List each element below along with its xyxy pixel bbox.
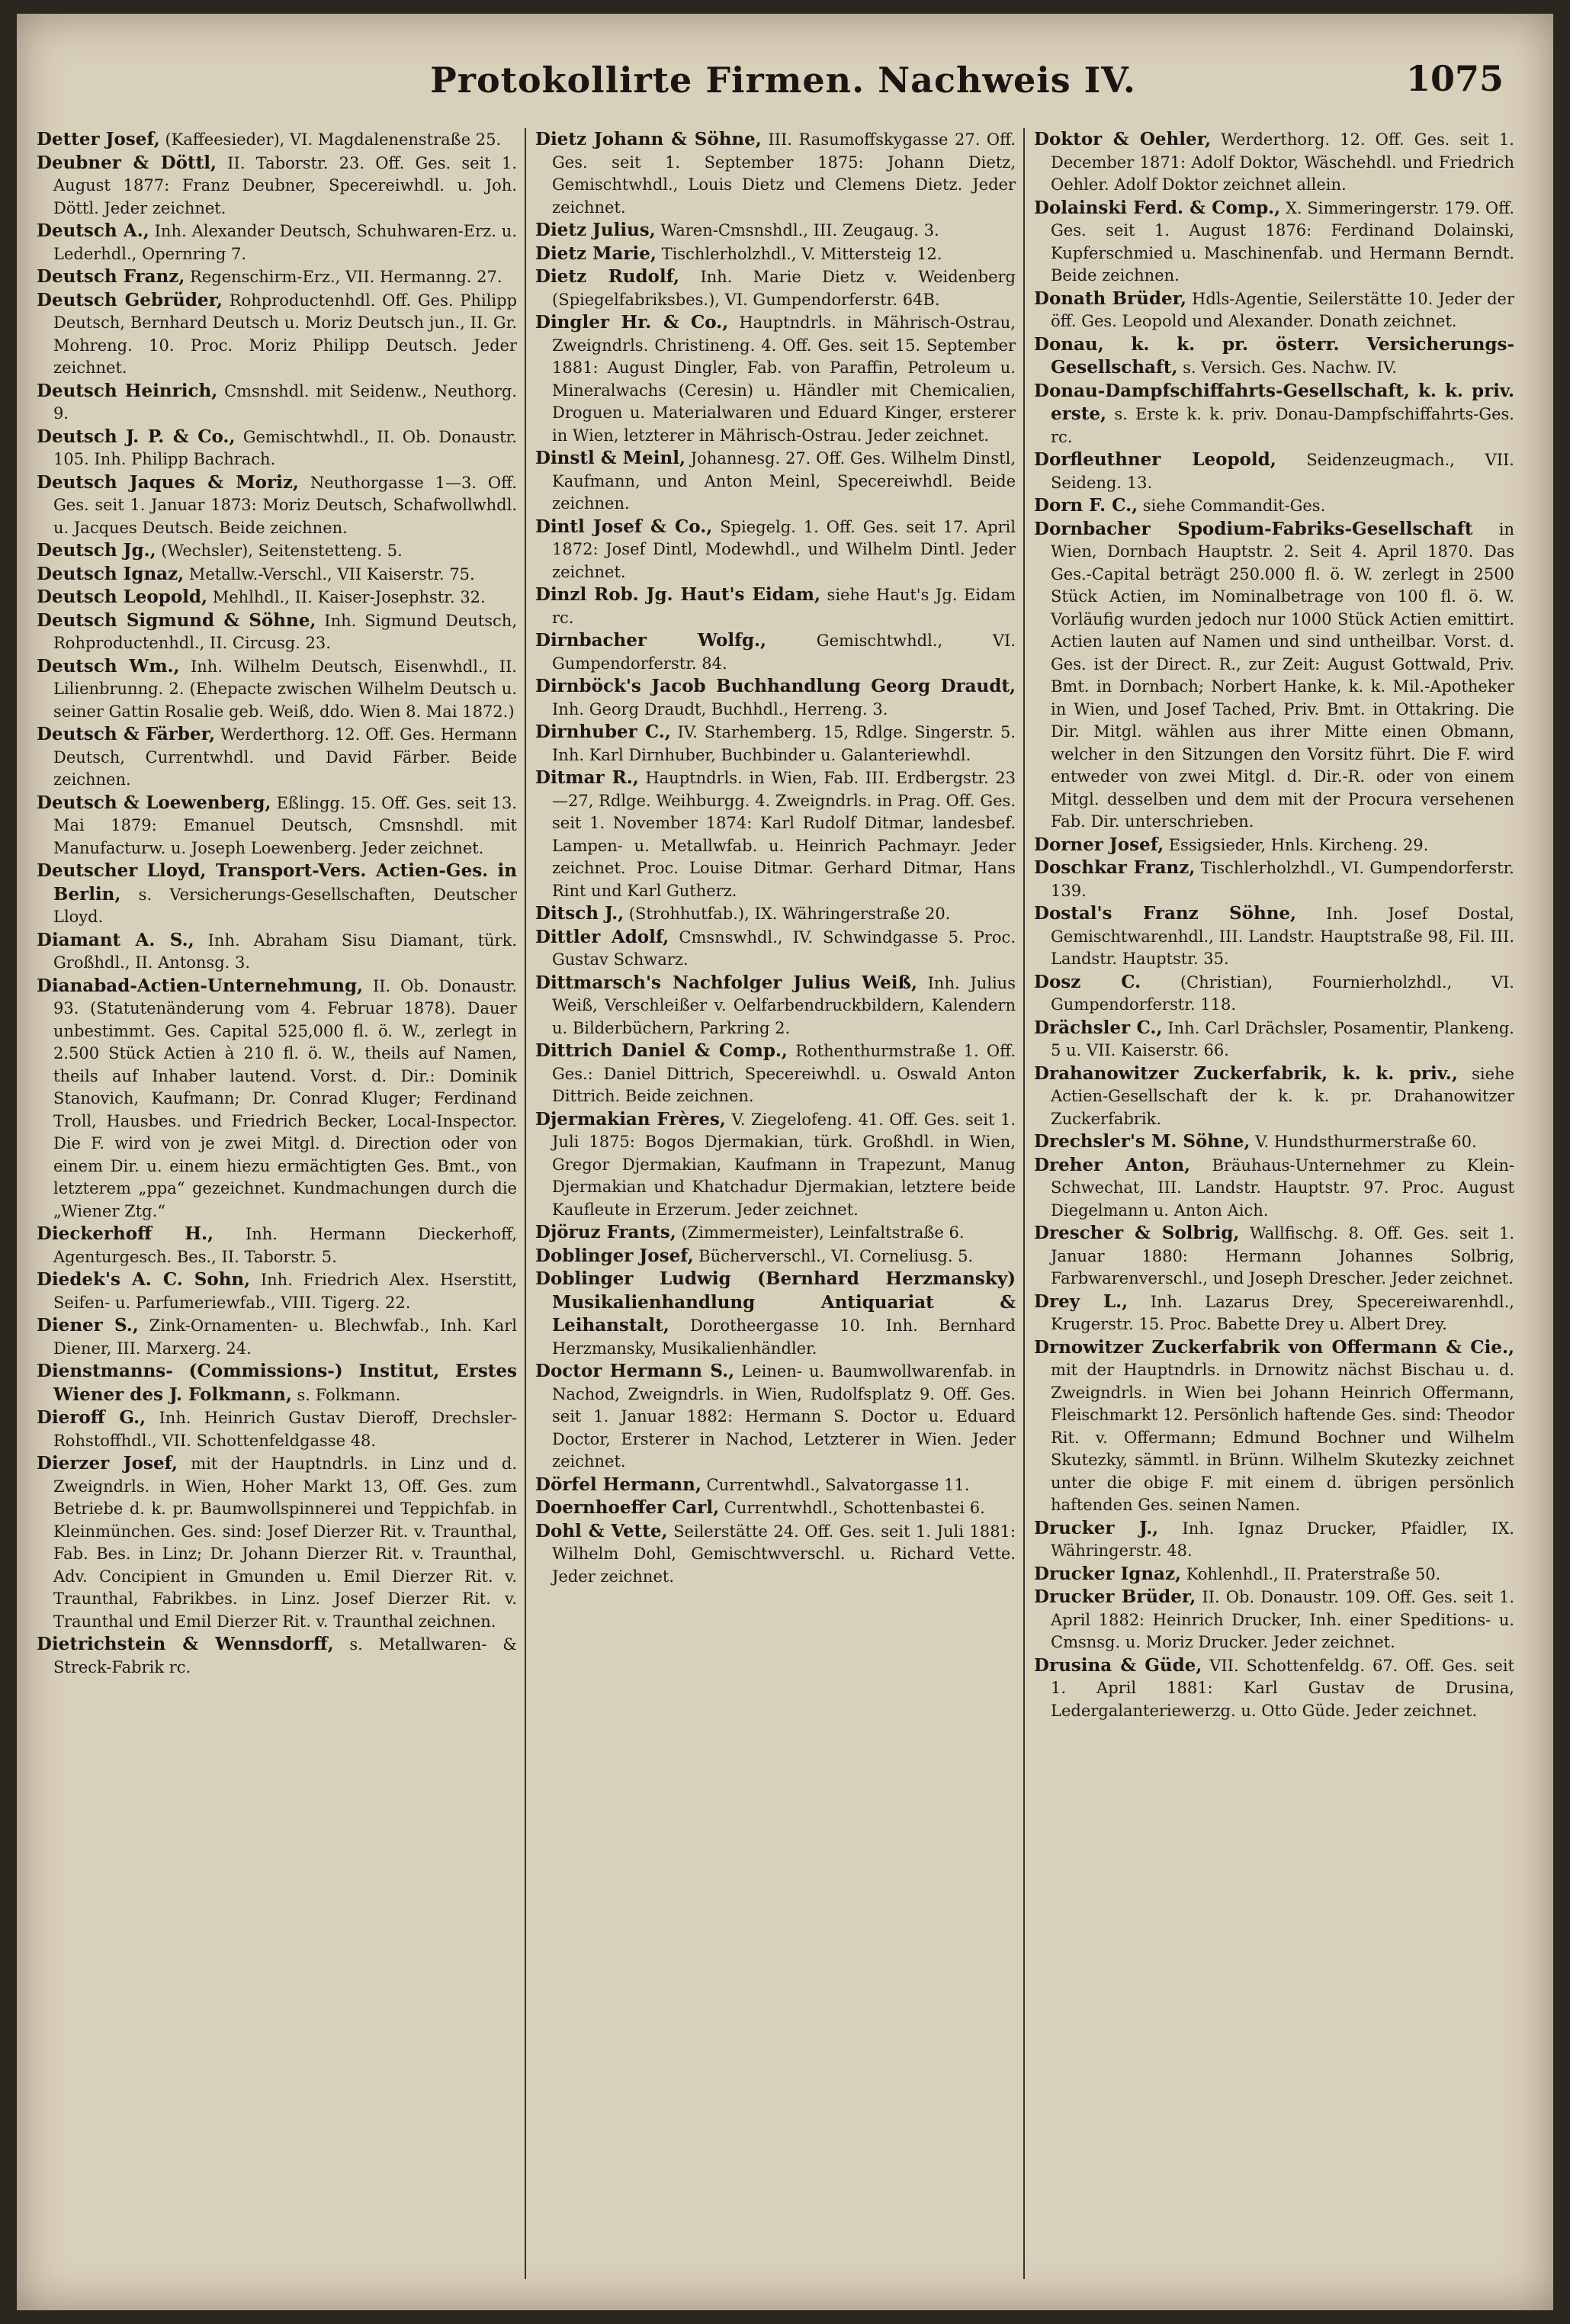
directory-entry [1034, 448, 1514, 494]
firm-details: Essigsieder, Hnls. Kircheng. 29. [1168, 835, 1429, 854]
directory-entry [1034, 1130, 1514, 1154]
firm-name: Deutsch Ignaz, [37, 563, 185, 584]
directory-entry [37, 586, 517, 609]
firm-name: Drnowitzer Zuckerfabrik von Offermann & Cie., [1034, 1336, 1514, 1358]
directory-entry [37, 1452, 517, 1633]
firm-details: s. Folkmann. [297, 1385, 401, 1404]
directory-entry [535, 767, 1016, 902]
firm-name: Deutsch Gebrüder, [37, 289, 223, 310]
firm-details: V. Ziegelofeng. 41. Off. Ges. seit 1. Juli 1875: Bogos Djermakian, türk. Großhdl. in Wien, Gregor Djermakian, Kaufmann in Trapezunt, Manug Djermakian und Khatchadur Djermakian, letztere beide Kaufleute in Erzerum. Jeder zeichnet. [552, 1110, 1016, 1219]
firm-details: Seilerstätte 24. Off. Ges. seit 1. Juli 1881: Wilhelm Dohl, Gemischtwverschl. u. Richard Vette. Jeder zeichnet. [552, 1522, 1016, 1586]
firm-name: Dieckerhoff H., [37, 1223, 214, 1244]
directory-entry [535, 972, 1016, 1040]
firm-details: s. Metallwaren- & Streck-Fabrik rc. [53, 1635, 517, 1676]
firm-details: s. Versich. Ges. Nachw. IV. [1183, 358, 1397, 377]
running-head: Protokollirte Firmen. Nachweis IV. [430, 59, 1136, 101]
firm-details: Bücherverschl., VI. Corneliusg. 5. [698, 1246, 974, 1265]
firm-name: Ditmar R., [535, 767, 639, 788]
directory-entry [1034, 1563, 1514, 1586]
directory-entry [37, 380, 517, 426]
firm-name: Dosz C. [1034, 971, 1141, 992]
firm-details: Kohlenhdl., II. Praterstraße 50. [1186, 1564, 1441, 1583]
firm-details: Werderthorg. 12. Off. Ges. seit 1. December 1871: Adolf Doktor, Wäschehdl. und Friedrich Oehler. Adolf Doktor zeichnet allein. [1051, 130, 1514, 194]
firm-name: Deutsch Heinrich, [37, 380, 218, 401]
directory-entry [1034, 1062, 1514, 1131]
firm-details: Tischlerholzhdl., VI. Gumpendorferstr. 139. [1051, 859, 1514, 900]
directory-page [17, 14, 1553, 2310]
firm-details: Johannesg. 27. Off. Ges. Wilhelm Dinstl, Kaufmann, und Anton Meinl, Specereiwhdl. Beide zeichnen. [552, 449, 1016, 513]
directory-entry [535, 902, 1016, 926]
firm-details: Inh. Wilhelm Deutsch, Eisenwhdl., II. Lilienbrunng. 2. (Ehepacte zwischen Wilhelm Deutsch u. seiner Gattin Rosalie geb. Weiß, ddo. Wien 8. Mai 1872.) [53, 657, 517, 721]
directory-entry [1034, 1336, 1514, 1517]
firm-details: (Kaffeesieder), VI. Magdalenenstraße 25. [165, 130, 502, 149]
directory-entry [37, 265, 517, 289]
directory-entry [1034, 197, 1514, 288]
directory-entry [535, 1496, 1016, 1520]
firm-name: Dietz Rudolf, [535, 266, 680, 287]
firm-details: Inh. Ignaz Drucker, Pfaidler, IX. Währingerstr. 48. [1051, 1519, 1514, 1560]
firm-details: Rohproductenhdl. Off. Ges. Philipp Deutsch, Bernhard Deutsch u. Moriz Deutsch jun., II. Gr. Mohreng. 10. Proc. Moriz Philipp Deutsch. Jeder zeichnet. [53, 291, 517, 377]
firm-name: Dieroff G., [37, 1407, 146, 1428]
firm-name: Dingler Hr. & Co., [535, 312, 729, 333]
directory-entry [37, 1223, 517, 1268]
directory-entry [535, 926, 1016, 972]
directory-entry [1034, 1586, 1514, 1654]
firm-details: Cmsnswhdl., IV. Schwindgasse 5. Proc. Gustav Schwarz. [552, 927, 1016, 969]
directory-entry [535, 629, 1016, 675]
directory-entry [1034, 1154, 1514, 1223]
firm-details: (Strohhutfab.), IX. Währingerstraße 20. [628, 905, 951, 923]
firm-details: Inh. Julius Weiß, Verschleißer v. Oelfarbendruckbildern, Kalendern u. Bilderbüchern, Parkring 2. [552, 973, 1016, 1037]
directory-entry [37, 426, 517, 471]
firm-details: Hdls-Agentie, Seilerstätte 10. Jeder der öff. Ges. Leopold und Alexander. Donath zeichnet. [1051, 289, 1514, 330]
firm-details: Inh. Georg Draudt, Buchhdl., Herreng. 3. [552, 699, 888, 718]
firm-name: Deutsch Jg., [37, 540, 156, 561]
firm-name: Dienstmanns- (Commissions-) Institut, Erstes Wiener des J. Folkmann, [37, 1361, 517, 1405]
firm-details: Inh. Hermann Dieckerhoff, Agenturgesch. Bes., II. Taborstr. 5. [53, 1225, 517, 1266]
directory-entry [1034, 380, 1514, 449]
firm-name: Deutsch Wm., [37, 655, 180, 677]
firm-details: Currentwhdl., Schottenbastei 6. [724, 1499, 985, 1517]
firm-name: Djermakian Frères, [535, 1108, 726, 1130]
firm-details: Tischlerholzhdl., V. Mittersteig 12. [661, 244, 942, 263]
column-rule [525, 128, 526, 2279]
directory-entry [535, 1268, 1016, 1360]
firm-details: Werderthorg. 12. Off. Ges. Hermann Deutsch, Currentwhdl. und David Färber. Beide zeichnen. [53, 725, 517, 789]
directory-entry [535, 721, 1016, 767]
firm-name: Dörfel Hermann, [535, 1474, 702, 1495]
firm-name: Donau-Dampfschiffahrts-Gesellschaft, k. k. priv. erste, [1034, 380, 1514, 424]
directory-entry [535, 265, 1016, 311]
directory-entry [1034, 1654, 1514, 1723]
column-2 [535, 128, 1016, 2287]
firm-details: Cmsnshdl. mit Seidenw., Neuthorg. 9. [53, 381, 517, 423]
firm-details: (Zimmermeister), Leinfaltstraße 6. [681, 1223, 965, 1242]
firm-name: Dohl & Vette, [535, 1520, 668, 1541]
firm-name: Diamant A. S., [37, 929, 194, 950]
directory-entry [1034, 902, 1514, 971]
firm-details: Regenschirm-Erz., VII. Hermanng. 27. [190, 268, 502, 286]
directory-entry [535, 1245, 1016, 1268]
firm-details: Inh. Alexander Deutsch, Schuhwaren-Erz. u. Lederhdl., Opernring 7. [53, 222, 517, 263]
firm-details: Leinen- u. Baumwollwarenfab. in Nachod, Zweigndrls. in Wien, Rudolfsplatz 9. Off. Ges. seit 1. Januar 1882: Hermann S. Doctor u. Eduard Doctor, Ersterer in Nachod, Letzterer in Wien. Jeder zeichnet. [552, 1362, 1016, 1471]
directory-entry [37, 220, 517, 265]
firm-details: Neuthorgasse 1—3. Off. Ges. seit 1. Januar 1873: Moriz Deutsch, Schafwollwhdl. u. Jacques Deutsch. Beide zeichnen. [53, 473, 517, 537]
column-1 [37, 128, 517, 2287]
firm-name: Drusina & Güde, [1034, 1654, 1202, 1676]
directory-entry [37, 609, 517, 655]
firm-details: Bräuhaus-Unternehmer zu Klein-Schwechat, III. Landstr. Hauptstr. 97. Proc. August Diegelmann u. Anton Aich. [1051, 1156, 1514, 1220]
firm-name: Djöruz Frants, [535, 1222, 676, 1242]
directory-entry [1034, 333, 1514, 380]
firm-details: Currentwhdl., Salvatorgasse 11. [706, 1475, 970, 1494]
firm-details: in Wien, Dornbach Hauptstr. 2. Seit 4. April 1870. Das Ges.-Capital beträgt 250.000 fl. ö. W. zerlegt in 2500 Stück Actien, im Nominalbetrage von 100 fl. ö. W. Vorläufig wurden jedoch nur 1000 Stück Actien emittirt. Actien lauten auf Namen und sind untheilbar. Vorst. d. Ges. ist der Direct. R., zur Zeit: August Gottwald, Priv. Bmt. in Dornbach; Norbert Hanke, k. k. Mil.-Apotheker in Wien, und Josef Tached, Priv. Bmt. in Ottakring. Die Dir. Mitgl. wählen aus ihrer Mitte einen Obmann, welcher in den Sitzungen den Vorsitz führt. Die F. wird entweder von zwei Mitgl. d. Dir.-R. oder von einem Mitgl. desselben und dem mit der Procura versehenen Fab. Dir. unterschrieben. [1051, 519, 1514, 831]
firm-details: Gemischtwhdl., VI. Gumpendorferstr. 84. [552, 632, 1016, 673]
firm-name: Doblinger Ludwig (Bernhard Herzmansky) Musikalienhandlung Antiquariat & Leihanstalt, [535, 1268, 1016, 1336]
firm-details: Inh. Carl Drächsler, Posamentir, Plankeng. 5 u. VII. Kaiserstr. 66. [1051, 1018, 1514, 1059]
firm-name: Drucker Brüder, [1034, 1586, 1196, 1607]
firm-name: Dietz Marie, [535, 243, 657, 264]
firm-details: siehe Commandit-Ges. [1142, 497, 1326, 515]
firm-name: Drey L., [1034, 1291, 1129, 1312]
firm-details: (Wechsler), Seitenstetteng. 5. [161, 542, 403, 560]
directory-entry [37, 655, 517, 724]
firm-details: Spiegelg. 1. Off. Ges. seit 17. April 1872: Josef Dintl, Modewhdl., und Wilhelm Dintl. Jeder zeichnet. [552, 517, 1016, 581]
firm-name: Deutsch Sigmund & Söhne, [37, 609, 316, 631]
firm-name: Deutsch Franz, [37, 266, 185, 287]
firm-name: Dietrichstein & Wennsdorff, [37, 1634, 334, 1654]
directory-entry [535, 311, 1016, 447]
firm-name: Dianabad-Actien-Unternehmung, [37, 975, 364, 996]
directory-entry [37, 128, 517, 152]
firm-name: Dirnhuber C., [535, 722, 671, 742]
firm-details: Wallfischg. 8. Off. Ges. seit 1. Januar 1880: Hermann Johannes Solbrig, Farbwarenverschl., und Joseph Drescher. Jeder zeichnet. [1051, 1224, 1514, 1287]
directory-entry [37, 929, 517, 975]
firm-details: Inh. Heinrich Gustav Dieroff, Drechsler-Rohstoffhdl., VII. Schottenfeldgasse 48. [53, 1409, 517, 1450]
directory-entry [37, 1268, 517, 1314]
firm-name: Donau, k. k. pr. österr. Versicherungs-Gesellschaft, [1034, 333, 1514, 378]
directory-entry [1034, 971, 1514, 1017]
firm-details: Inh. Lazarus Drey, Specereiwarenhdl., Krugerstr. 15. Proc. Babette Drey u. Albert Drey. [1051, 1292, 1514, 1333]
firm-name: Deutsch & Loewenberg, [37, 792, 271, 813]
firm-details: Inh. Marie Dietz v. Weidenberg (Spiegelfabriksbes.), VI. Gumpendorferstr. 64B. [552, 268, 1016, 309]
directory-entry [535, 1221, 1016, 1245]
firm-name: Ditsch J., [535, 903, 624, 924]
directory-entry [37, 152, 517, 220]
firm-name: Dittrich Daniel & Comp., [535, 1040, 788, 1061]
directory-entry [535, 128, 1016, 219]
directory-entry [1034, 128, 1514, 197]
directory-entry [1034, 1017, 1514, 1062]
firm-details: Zink-Ornamenten- u. Blechwfab., Inh. Karl Diener, III. Marxerg. 24. [53, 1316, 517, 1358]
directory-entry [535, 243, 1016, 266]
firm-details: (Christian), Fournierholzhdl., VI. Gumpendorferstr. 118. [1051, 972, 1514, 1014]
directory-entry [37, 1406, 517, 1452]
firm-name: Doschkar Franz, [1034, 857, 1196, 878]
directory-entry [535, 675, 1016, 721]
firm-name: Dornbacher Spodium-Fabriks-Gesellschaft [1034, 518, 1473, 539]
column-3 [1034, 128, 1514, 2287]
firm-name: Deutsch Jaques & Moriz, [37, 471, 299, 493]
firm-details: mit der Hauptndrls. in Linz und d. Zweigndrls. in Wien, Hoher Markt 13, Off. Ges. zum Betriebe d. k. pr. Baumwollspinnerei und Teppichfab. in Kleinmünchen. Ges. sind: Josef Dierzer Rit. v. Traunthal, Fab. Bes. in Linz; Dr. Johann Dierzer Rit. v. Traunthal, Adv. Concipient in Gmunden u. Emil Dierzer Rit. v. Traunthal, Fabrikbes. in Linz. Josef Dierzer Rit. v. Traunthal und Emil Dierzer Rit. v. Traunthal zeichnen. [53, 1455, 517, 1631]
firm-details: Metallw.-Verschl., VII Kaiserstr. 75. [188, 564, 475, 583]
firm-details: siehe Actien-Gesellschaft der k. k. pr. Drahanowitzer Zuckerfabrik. [1051, 1064, 1514, 1128]
firm-details: Gemischtwhdl., II. Ob. Donaustr. 105. Inh. Philipp Bachrach. [53, 427, 517, 468]
directory-entry [37, 1360, 517, 1406]
firm-details: siehe Haut's Jg. Eidam rc. [552, 586, 1016, 627]
directory-entry [37, 860, 517, 929]
directory-entry [37, 563, 517, 587]
page-header [40, 52, 1527, 113]
directory-entry [535, 1520, 1016, 1589]
directory-entry [37, 792, 517, 860]
firm-name: Dorn F. C., [1034, 495, 1138, 516]
directory-entry [1034, 288, 1514, 333]
directory-entry [1034, 857, 1514, 902]
directory-entry [535, 219, 1016, 243]
firm-name: Doblinger Josef, [535, 1245, 694, 1266]
firm-name: Doernhoeffer Carl, [535, 1497, 720, 1518]
firm-name: Deutsch A., [37, 220, 149, 241]
firm-name: Dolainski Ferd. & Comp., [1034, 197, 1281, 218]
firm-name: Diedek's A. C. Sohn, [37, 1269, 251, 1290]
firm-name: Deubner & Döttl, [37, 152, 217, 173]
firm-details: Mehlhdl., II. Kaiser-Josephstr. 32. [212, 588, 486, 606]
firm-details: s. Erste k. k. priv. Donau-Dampfschiffahrts-Ges. rc. [1051, 405, 1514, 446]
firm-details: V. Hundsthurmerstraße 60. [1255, 1133, 1477, 1151]
directory-entry [1034, 1517, 1514, 1563]
directory-entry [37, 1314, 517, 1360]
firm-name: Dirnböck's Jacob Buchhandlung Georg Draudt, [535, 676, 1016, 696]
firm-details: Rothenthurmstraße 1. Off. Ges.: Daniel Dittrich, Specereiwhdl. u. Oswald Anton Dittrich. Beide zeichnen. [552, 1042, 1016, 1105]
firm-name: Drächsler C., [1034, 1017, 1163, 1038]
firm-details: II. Ob. Donaustr. 93. (Statutenänderung vom 4. Februar 1878). Dauer unbestimmt. Ges. Capital 525,000 fl. ö. W., zerlegt in 2.500 Stück Actien à 210 fl. ö. W., theils auf Namen, theils auf Inhaber lautend. Vorst. d. Dir.: Dominik Stanovich, Kaufmann; Dr. Conrad Kluger; Ferdinand Troll, Hausbes. und Friedrich Becker, Local-Inspector. Die F. wird von je zwei Mitgl. d. Direction oder von einem Dir. u. einem hiezu ermächtigten Ges. Bmt., von letzterem „ppa“ gezeichnet. Kundmachungen durch die „Wiener Ztg.“ [53, 976, 517, 1220]
firm-name: Dinzl Rob. Jg. Haut's Eidam, [535, 584, 820, 605]
firm-details: Dorotheergasse 10. Inh. Bernhard Herzmansky, Musikalienhändler. [552, 1316, 1016, 1358]
firm-name: Drucker Ignaz, [1034, 1563, 1182, 1584]
firm-details: III. Rasumoffskygasse 27. Off. Ges. seit 1. September 1875: Johann Dietz, Gemischtwhdl., Louis Dietz und Clemens Dietz. Jeder zeichnet. [552, 130, 1016, 217]
firm-details: Inh. Friedrich Alex. Hserstitt, Seifen- u. Parfumeriewfab., VIII. Tigerg. 22. [53, 1271, 517, 1312]
directory-entry [1034, 834, 1514, 857]
firm-details: Inh. Josef Dostal, Gemischtwarenhdl., III. Landstr. Hauptstraße 98, Fil. III. Landstr. Hauptstr. 35. [1051, 905, 1514, 968]
directory-entry [535, 1040, 1016, 1108]
firm-name: Deutsch & Färber, [37, 724, 216, 744]
directory-entry [37, 539, 517, 563]
firm-name: Doktor & Oehler, [1034, 129, 1212, 149]
firm-details: Eßlingg. 15. Off. Ges. seit 13. Mai 1879: Emanuel Deutsch, Cmsnshdl. mit Manufacturw. u. Joseph Loewenberg. Jeder zeichnet. [53, 793, 517, 857]
directory-entry [535, 1474, 1016, 1497]
directory-entry [37, 1633, 517, 1679]
firm-name: Dietz Julius, [535, 220, 656, 240]
firm-name: Dorfleuthner Leopold, [1034, 449, 1276, 470]
firm-name: Dittmarsch's Nachfolger Julius Weiß, [535, 972, 917, 993]
firm-name: Deutsch Leopold, [37, 587, 208, 607]
directory-entry [535, 1360, 1016, 1474]
firm-details: IV. Starhemberg. 15, Rdlge. Singerstr. 5. Inh. Karl Dirnhuber, Buchbinder u. Galanteriewhdl. [552, 723, 1016, 764]
firm-name: Dirnbacher Wolfg., [535, 630, 767, 651]
firm-name: Drahanowitzer Zuckerfabrik, k. k. priv., [1034, 1062, 1458, 1084]
directory-entry [37, 471, 517, 540]
firm-details: s. Versicherungs-Gesellschaften, Deutscher Lloyd. [53, 885, 517, 926]
firm-name: Donath Brüder, [1034, 288, 1187, 309]
firm-details: X. Simmeringerstr. 179. Off. Ges. seit 1. August 1876: Ferdinand Dolainski, Kupferschmied u. Maschinenfab. und Hermann Berndt. Beide zeichnen. [1051, 198, 1514, 284]
directory-entry [37, 723, 517, 792]
firm-name: Drechsler's M. Söhne, [1034, 1131, 1251, 1152]
firm-name: Dierzer Josef, [37, 1453, 178, 1474]
firm-name: Dostal's Franz Söhne, [1034, 903, 1297, 924]
directory-entry [1034, 1222, 1514, 1291]
firm-name: Drescher & Solbrig, [1034, 1223, 1240, 1243]
firm-details: Inh. Abraham Sisu Diamant, türk. Großhdl., II. Antonsg. 3. [53, 931, 517, 972]
firm-name: Dietz Johann & Söhne, [535, 129, 762, 149]
firm-details: Inh. Sigmund Deutsch, Rohproductenhdl., II. Circusg. 23. [53, 611, 517, 652]
page-number: 1075 [1405, 58, 1504, 99]
directory-entry [37, 975, 517, 1223]
firm-details: Waren-Cmsnshdl., III. Zeugaug. 3. [660, 221, 939, 239]
firm-details: VII. Schottenfeldg. 67. Off. Ges. seit 1. April 1881: Karl Gustav de Drusina, Ledergalanteriewerzg. u. Otto Güde. Jeder zeichnet. [1051, 1656, 1514, 1720]
firm-details: Seidenzeugmach., VII. Seideng. 13. [1051, 451, 1514, 492]
directory-entry [535, 583, 1016, 629]
firm-details: II. Ob. Donaustr. 109. Off. Ges. seit 1. April 1882: Heinrich Drucker, Inh. einer Speditions- u. Cmsnsg. u. Moriz Drucker. Jeder zeichnet. [1051, 1588, 1514, 1651]
directory-entry [535, 1108, 1016, 1222]
directory-entry [1034, 1291, 1514, 1336]
firm-name: Diener S., [37, 1315, 139, 1336]
directory-entry [1034, 494, 1514, 518]
directory-entry [37, 289, 517, 380]
firm-name: Doctor Hermann S., [535, 1361, 735, 1381]
firm-name: Dintl Josef & Co., [535, 516, 713, 537]
firm-details: mit der Hauptndrls. in Drnowitz nächst Bischau u. d. Zweigndrls. in Wien bei Johann Heinrich Offermann, Fleischmarkt 12. Persönlich haftende Ges. sind: Theodor Rit. v. Offermann; Edmund Bochner und Wilhelm Skutezky, sämmtl. in Brünn. Wilhelm Skutezky zeichnet unter die obige F. mit einem d. übrigen persönlich haftenden Ges. seinen Namen. [1051, 1361, 1514, 1514]
directory-entry [535, 447, 1016, 516]
firm-name: Detter Josef, [37, 129, 160, 149]
directory-entry [1034, 518, 1514, 834]
firm-name: Dorner Josef, [1034, 834, 1164, 855]
firm-name: Drucker J., [1034, 1517, 1159, 1538]
firm-name: Deutsch J. P. & Co., [37, 426, 236, 447]
firm-details: Hauptndrls. in Mährisch-Ostrau, Zweigndrls. Christineng. 4. Off. Ges. seit 15. September 1881: August Dingler, Fab. von Paraffin, Petroleum u. Mineralwachs (Ceresin) u. Händler mit Chemicalien, Droguen u. Materialwaren und Eduard Kinger, ersterer in Wien, letzterer in Mährisch-Ostrau. Jeder zeichnet. [552, 313, 1016, 445]
firm-name: Dreher Anton, [1034, 1154, 1191, 1175]
firm-name: Dittler Adolf, [535, 926, 669, 947]
firm-name: Dinstl & Meinl, [535, 448, 685, 468]
firm-details: Hauptndrls. in Wien, Fab. III. Erdbergstr. 23—27, Rdlge. Weihburgg. 4. Zweigndrls. in Prag. Off. Ges. seit 1. November 1874: Karl Rudolf Ditmar, landesbef. Lampen- u. Metallwfab. u. Heinrich Pachmayr. Jeder zeichnet. Proc. Louise Ditmar. Gerhard Ditmar, Hans Rint und Karl Gutherz. [552, 769, 1016, 900]
directory-entry [535, 516, 1016, 584]
firm-name: Deutscher Lloyd, Transport-Vers. Actien-Ges. in Berlin, [37, 860, 517, 905]
column-rule [1023, 128, 1025, 2279]
firm-details: II. Taborstr. 23. Off. Ges. seit 1. August 1877: Franz Deubner, Specereiwhdl. u. Joh. Döttl. Jeder zeichnet. [53, 153, 517, 217]
